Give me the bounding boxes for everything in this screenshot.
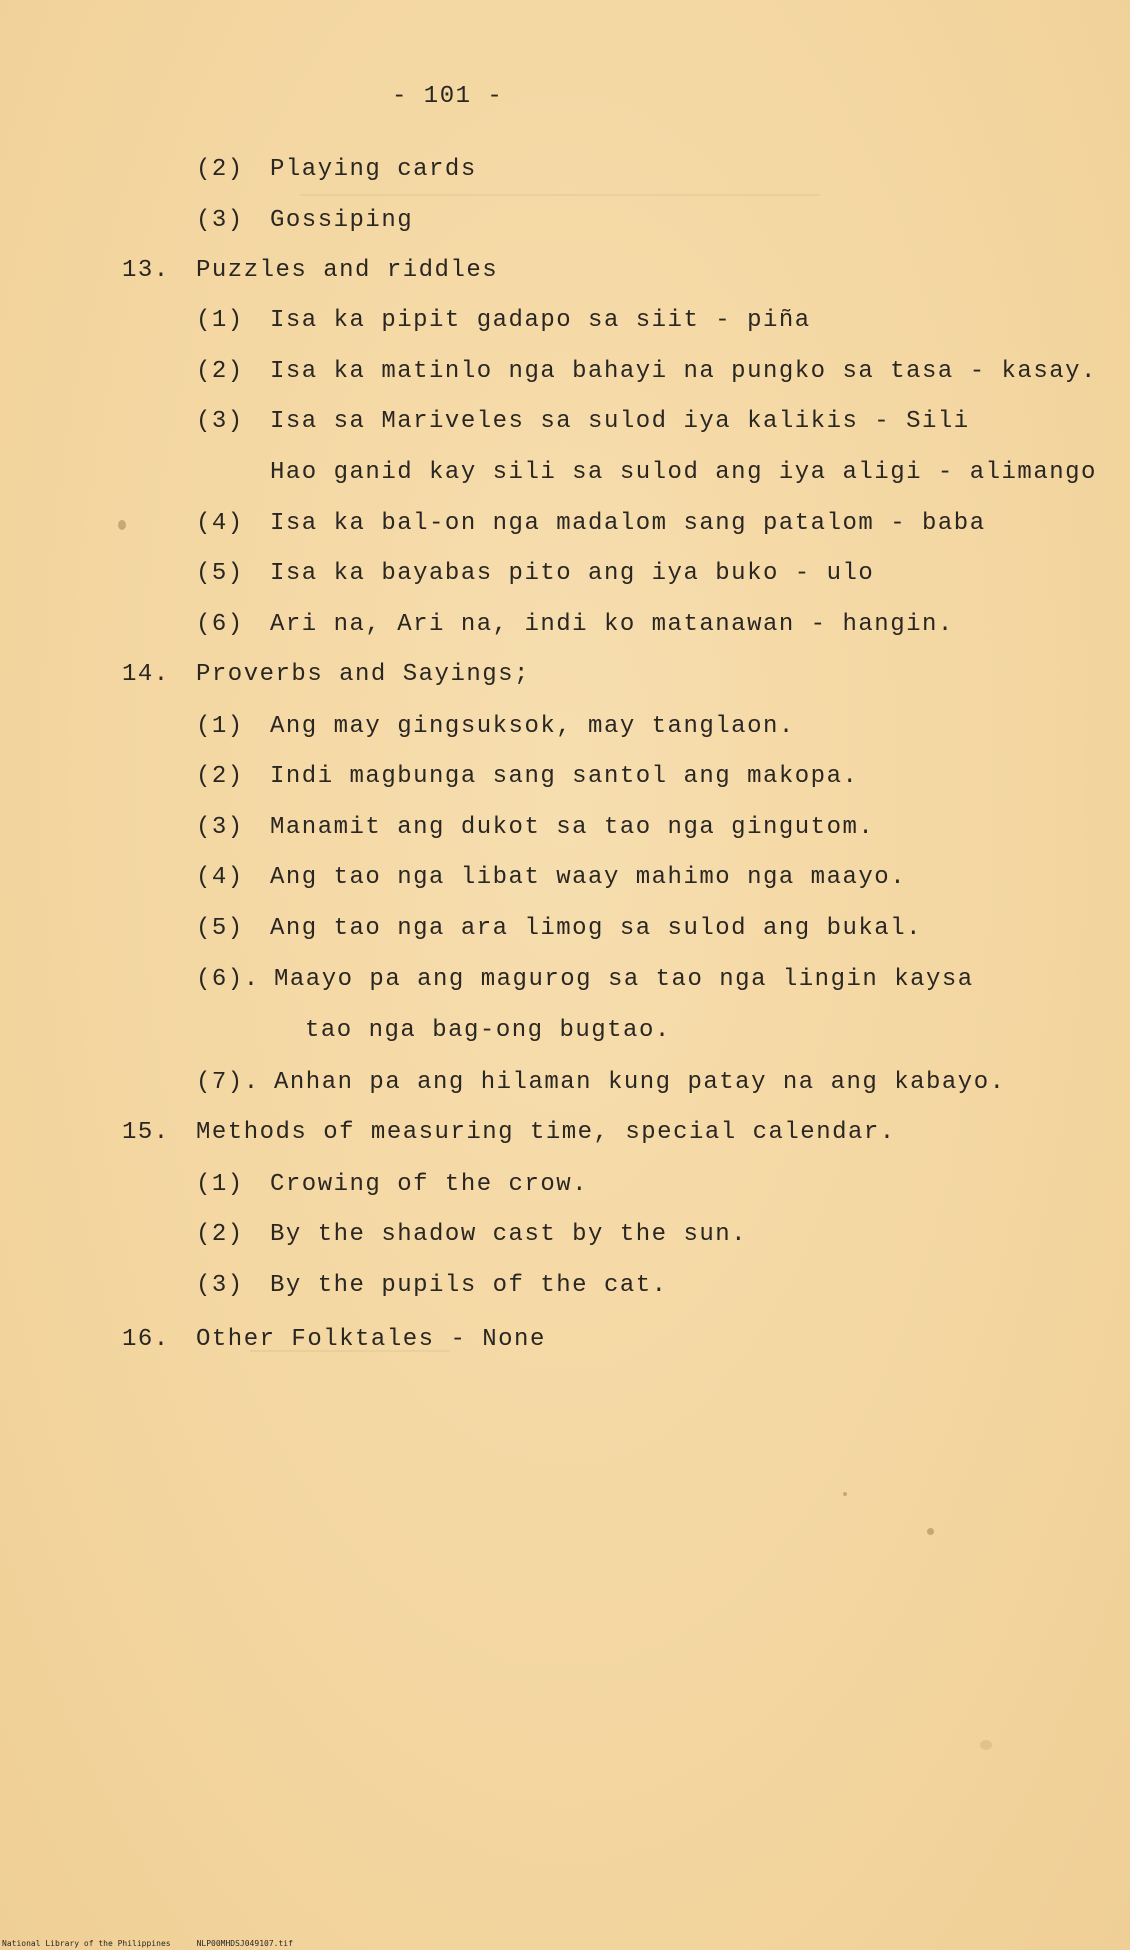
line-text: Isa ka pipit gadapo sa siit - piña (270, 307, 811, 334)
footer-file: NLP00MHDSJ049107.tif (196, 1939, 293, 1948)
line-text: Gossiping (270, 207, 414, 234)
line-text: Isa ka bayabas pito ang iya buko - ulo (270, 560, 875, 587)
line-text: Anhan pa ang hilaman kung patay na ang kabayo. (274, 1069, 1006, 1096)
line-number: (4) (196, 510, 244, 537)
line-text: By the pupils of the cat. (270, 1272, 668, 1299)
line-text: Ari na, Ari na, indi ko matanawan - hangin. (270, 611, 954, 638)
line-number: (6). (196, 966, 260, 993)
line-number: (7). (196, 1069, 260, 1096)
line-number: (1) (196, 1171, 244, 1198)
line-number: (3) (196, 207, 244, 234)
page-number: - 101 - (392, 83, 504, 110)
paper-speck (927, 1528, 934, 1535)
line-number: (2) (196, 1221, 244, 1248)
line-text: Ang tao nga libat waay mahimo nga maayo. (270, 864, 907, 891)
line-text: Proverbs and Sayings; (196, 661, 530, 688)
footer (2, 1939, 293, 1948)
line-text: Playing cards (270, 156, 477, 183)
line-number: (5) (196, 915, 244, 942)
line-number: 13. (122, 257, 170, 284)
line-text: Hao ganid kay sili sa sulod ang iya aligi - alimango (270, 459, 1097, 486)
line-number: (3) (196, 814, 244, 841)
paper-speck (118, 520, 126, 530)
line-number: 15. (122, 1119, 170, 1146)
line-text: Maayo pa ang magurog sa tao nga lingin kaysa (274, 966, 974, 993)
line-number: (3) (196, 1272, 244, 1299)
line-number: 16. (122, 1326, 170, 1353)
line-text: Isa ka bal-on nga madalom sang patalom - baba (270, 510, 986, 537)
line-text: By the shadow cast by the sun. (270, 1221, 748, 1248)
line-number: (4) (196, 864, 244, 891)
line-text: Other Folktales - None (196, 1326, 546, 1353)
line-text: Indi magbunga sang santol ang makopa. (270, 763, 859, 790)
line-number: (2) (196, 156, 244, 183)
line-text: Manamit ang dukot sa tao nga gingutom. (270, 814, 875, 841)
line-text: Ang tao nga ara limog sa sulod ang bukal. (270, 915, 922, 942)
line-number: (2) (196, 763, 244, 790)
line-text: Puzzles and riddles (196, 257, 499, 284)
line-number: 14. (122, 661, 170, 688)
line-number: (3) (196, 408, 244, 435)
footer-source: National Library of the Philippines (2, 1939, 171, 1948)
line-text: Isa sa Mariveles sa sulod iya kalikis - Sili (270, 408, 970, 435)
line-number: (1) (196, 713, 244, 740)
line-number: (1) (196, 307, 244, 334)
line-text: Methods of measuring time, special calendar. (196, 1119, 896, 1146)
line-text: Isa ka matinlo nga bahayi na pungko sa tasa - kasay. (270, 358, 1097, 385)
line-text: tao nga bag-ong bugtao. (305, 1017, 671, 1044)
line-number: (2) (196, 358, 244, 385)
line-text: Ang may gingsuksok, may tanglaon. (270, 713, 795, 740)
paper-speck (843, 1492, 847, 1496)
line-number: (6) (196, 611, 244, 638)
line-number: (5) (196, 560, 244, 587)
line-text: Crowing of the crow. (270, 1171, 589, 1198)
paper-speck (980, 1740, 992, 1750)
